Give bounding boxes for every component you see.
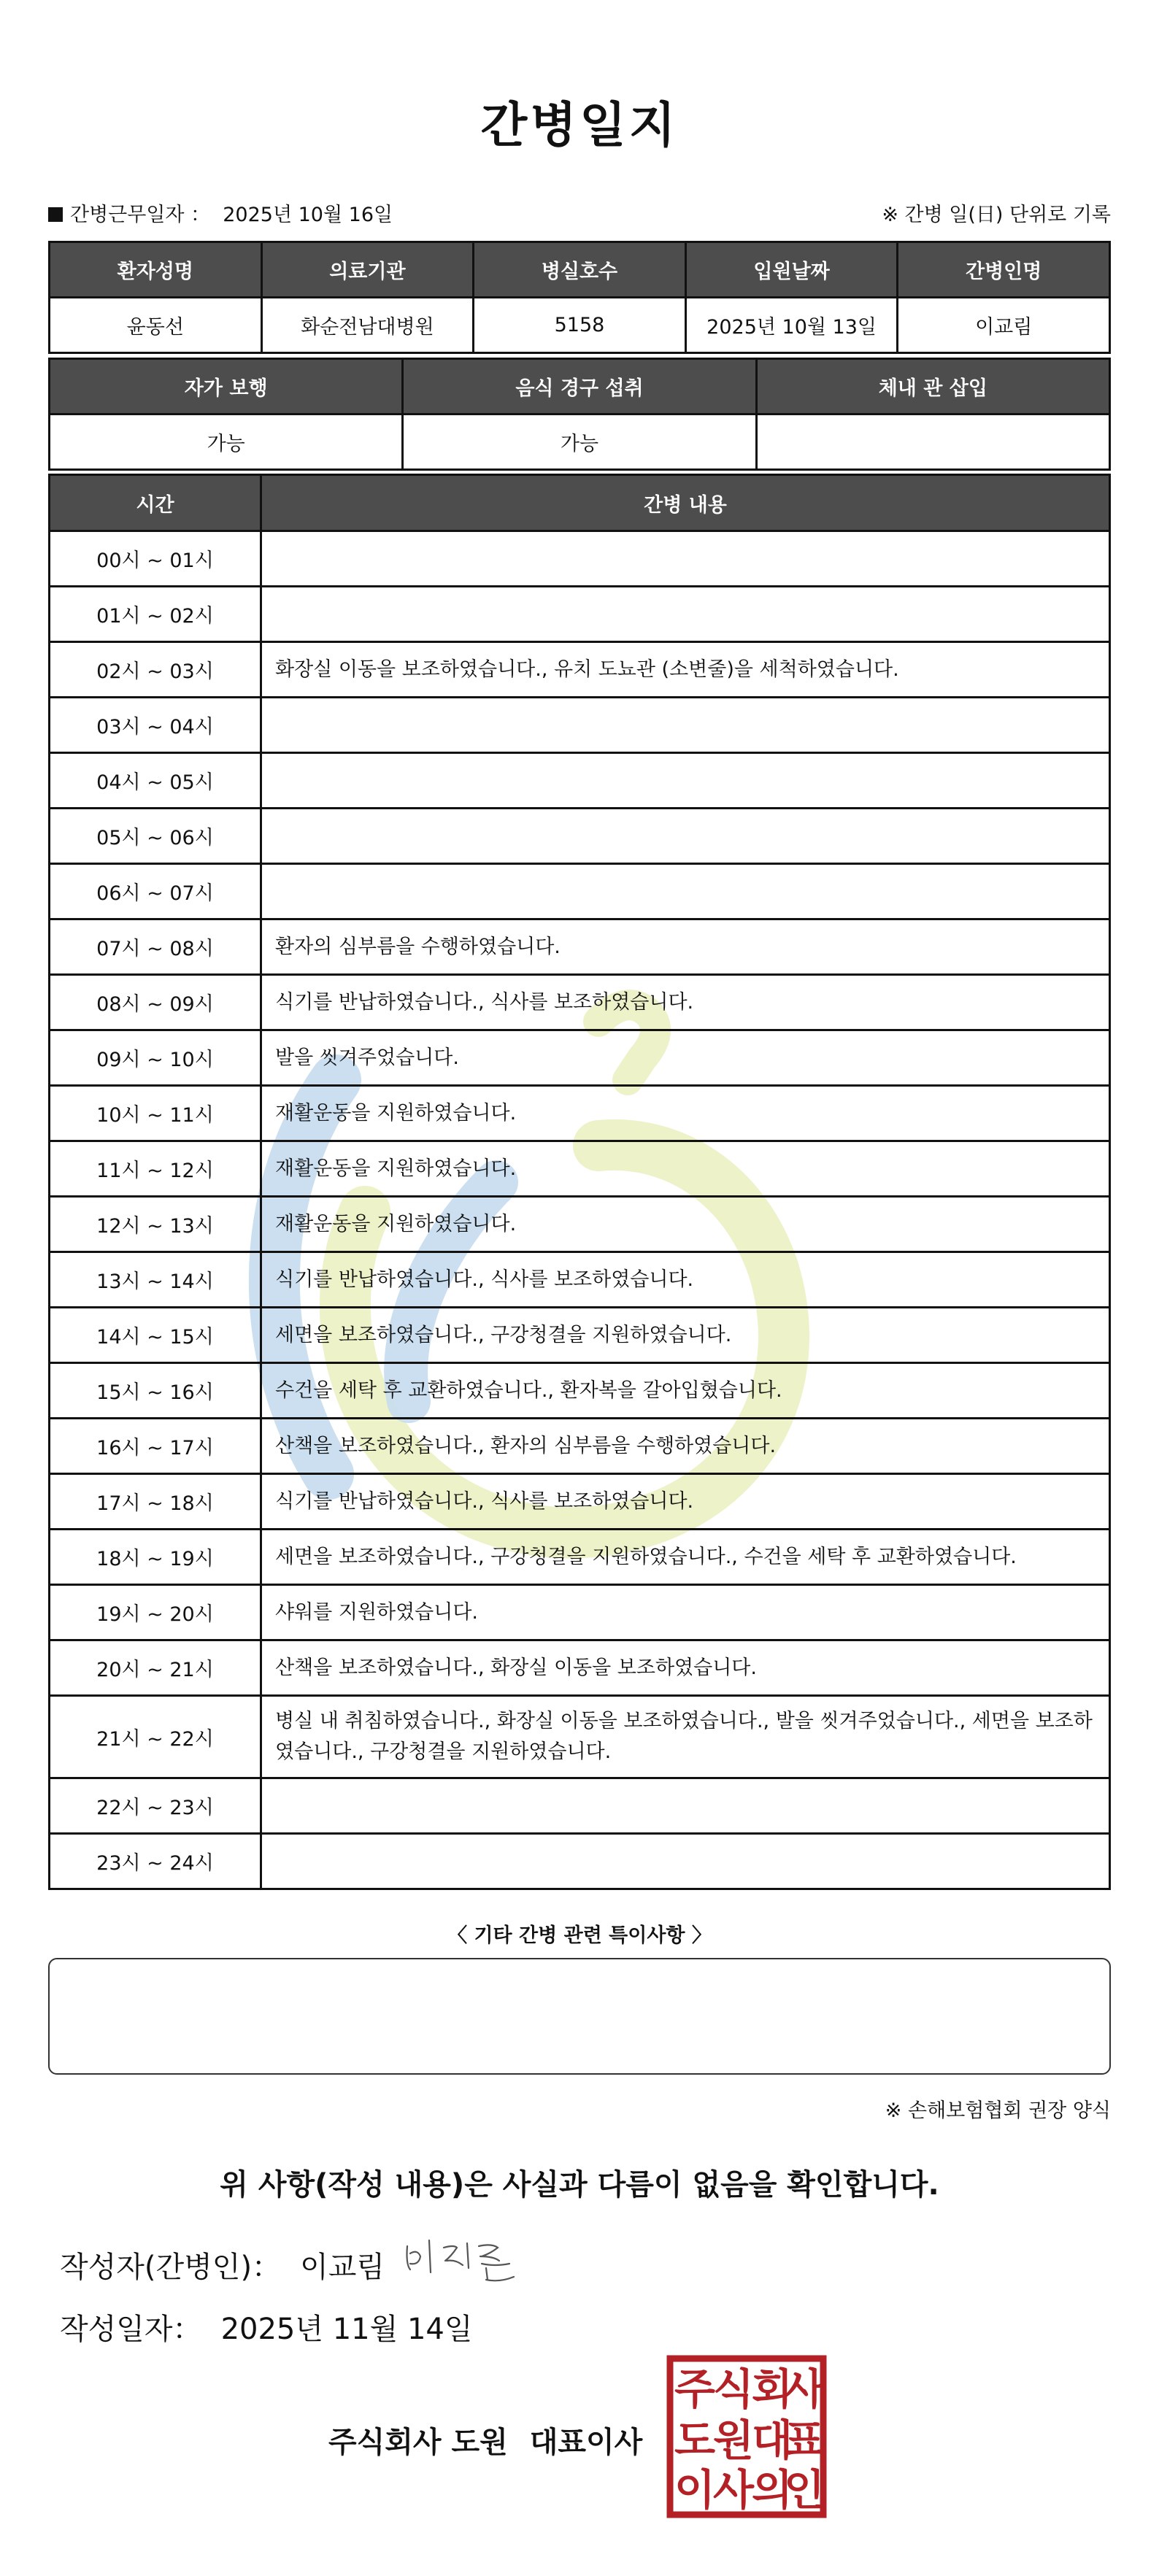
square-bullet-icon [48, 207, 63, 222]
log-row [50, 531, 1110, 587]
caregiver-name: 이교림 [898, 298, 1110, 353]
seal-glyph: 인 [783, 2465, 825, 2515]
log-time-cell: 14시 ~ 15시 [50, 1308, 261, 1363]
log-time-cell: 20시 ~ 21시 [50, 1640, 261, 1696]
admission-date: 2025년 10월 13일 [685, 298, 898, 353]
patient-info-table [48, 241, 1111, 354]
log-body [50, 531, 1110, 1889]
log-content-cell: 환자의 심부름을 수행하였습니다. [261, 919, 1110, 975]
header-self-walking: 자가 보행 [50, 359, 403, 414]
log-row [50, 698, 1110, 753]
seal-glyph: 대 [751, 2415, 793, 2465]
unit-note: ※ 간병 일(日) 단위로 기록 [882, 204, 1111, 226]
header-tube-insertion: 체내 관 삽입 [756, 359, 1109, 414]
log-time-cell: 02시 ~ 03시 [50, 642, 261, 698]
written-date-line [60, 2306, 473, 2348]
log-content-cell: 재활운동을 지원하였습니다. [261, 1086, 1110, 1141]
log-row [50, 864, 1110, 919]
log-content-cell: 재활운동을 지원하였습니다. [261, 1197, 1110, 1252]
log-content-cell [261, 531, 1110, 587]
seal-glyph: 원 [712, 2415, 755, 2465]
work-date-value: 2025년 10월 16일 [223, 204, 393, 226]
log-time-cell: 08시 ~ 09시 [50, 975, 261, 1030]
recommend-note: ※ 손해보험협회 권장 양식 [885, 2099, 1111, 2122]
written-date-label: 작성일자： [60, 2313, 202, 2346]
log-time-cell: 21시 ~ 22시 [50, 1696, 261, 1778]
header-admission-date: 입원날짜 [685, 242, 898, 298]
log-row [50, 1363, 1110, 1419]
log-row [50, 975, 1110, 1030]
written-date-value: 2025년 11월 14일 [220, 2313, 473, 2346]
log-row [50, 1640, 1110, 1696]
log-time-cell: 18시 ~ 19시 [50, 1530, 261, 1585]
log-row [50, 587, 1110, 642]
seal-glyph: 회 [751, 2364, 793, 2414]
log-row [50, 1834, 1110, 1889]
seal-glyph: 사 [783, 2364, 825, 2414]
seal-glyph: 이 [674, 2465, 716, 2515]
room-number: 5158 [474, 298, 686, 353]
writer-line [60, 2244, 385, 2286]
document-title: 간병일지 [480, 97, 679, 153]
log-time-cell: 11시 ~ 12시 [50, 1141, 261, 1197]
seal-glyph: 식 [712, 2364, 755, 2414]
log-content-cell [261, 698, 1110, 753]
log-row [50, 1308, 1110, 1363]
seal-glyph: 의 [751, 2465, 793, 2515]
log-row [50, 1141, 1110, 1197]
company-ceo-title: 대표이사 [529, 2426, 643, 2459]
log-content-cell [261, 809, 1110, 864]
log-content-cell: 샤워를 지원하였습니다. [261, 1585, 1110, 1640]
log-row [50, 753, 1110, 809]
log-row [50, 1419, 1110, 1474]
writer-label: 작성자(간병인)： [60, 2251, 282, 2284]
header-patient-name: 환자성명 [50, 242, 262, 298]
log-row [50, 1778, 1110, 1834]
log-time-cell: 13시 ~ 14시 [50, 1252, 261, 1308]
work-date-line [48, 198, 393, 227]
log-time-cell: 04시 ~ 05시 [50, 753, 261, 809]
log-content-cell [261, 587, 1110, 642]
log-time-cell: 01시 ~ 02시 [50, 587, 261, 642]
log-content-cell [261, 864, 1110, 919]
log-row [50, 1086, 1110, 1141]
log-content-cell [261, 753, 1110, 809]
company-seal-stamp [666, 2354, 828, 2519]
log-content-cell: 식기를 반납하였습니다., 식사를 보조하였습니다. [261, 1252, 1110, 1308]
special-notes-box [48, 1958, 1111, 2075]
log-row [50, 1252, 1110, 1308]
log-time-cell: 12시 ~ 13시 [50, 1197, 261, 1252]
log-row [50, 809, 1110, 864]
log-content-cell: 산책을 보조하였습니다., 환자의 심부름을 수행하였습니다. [261, 1419, 1110, 1474]
patient-status-table [48, 358, 1111, 471]
log-row [50, 1530, 1110, 1585]
log-row [50, 1197, 1110, 1252]
company-name: 주식회사 도원 [328, 2426, 508, 2459]
hospital-name: 화순전남대병원 [261, 298, 474, 353]
confirmation-statement: 위 사항(작성 내용)은 사실과 다름이 없음을 확인합니다. [220, 2168, 939, 2202]
log-time-cell: 22시 ~ 23시 [50, 1778, 261, 1834]
header-room-number: 병실호수 [474, 242, 686, 298]
log-time-cell: 05시 ~ 06시 [50, 809, 261, 864]
seal-glyph: 도 [674, 2415, 716, 2465]
writer-name: 이교림 [300, 2251, 385, 2284]
seal-glyph: 주 [674, 2364, 716, 2414]
log-time-cell: 07시 ~ 08시 [50, 919, 261, 975]
header-caregiver-name: 간병인명 [898, 242, 1110, 298]
log-row [50, 642, 1110, 698]
hourly-care-log-table [48, 474, 1111, 1890]
log-time-cell: 16시 ~ 17시 [50, 1419, 261, 1474]
oral-intake-value: 가능 [403, 414, 756, 470]
log-content-cell: 식기를 반납하였습니다., 식사를 보조하였습니다. [261, 1474, 1110, 1530]
log-time-cell: 23시 ~ 24시 [50, 1834, 261, 1889]
log-content-cell: 세면을 보조하였습니다., 구강청결을 지원하였습니다. [261, 1308, 1110, 1363]
header-oral-intake: 음식 경구 섭취 [403, 359, 756, 414]
log-time-cell: 06시 ~ 07시 [50, 864, 261, 919]
log-content-cell [261, 1834, 1110, 1889]
patient-info-value-row [50, 298, 1110, 353]
status-value-row [50, 414, 1110, 470]
log-time-cell: 00시 ~ 01시 [50, 531, 261, 587]
log-time-cell: 19시 ~ 20시 [50, 1585, 261, 1640]
log-content-cell: 식기를 반납하였습니다., 식사를 보조하였습니다. [261, 975, 1110, 1030]
status-header-row [50, 359, 1110, 414]
log-content-cell: 수건을 세탁 후 교환하였습니다., 환자복을 갈아입혔습니다. [261, 1363, 1110, 1419]
log-time-cell: 03시 ~ 04시 [50, 698, 261, 753]
header-care-content: 간병 내용 [261, 475, 1110, 531]
company-line [328, 2419, 642, 2461]
log-content-cell: 세면을 보조하였습니다., 구강청결을 지원하였습니다., 수건을 세탁 후 교환하였습니다. [261, 1530, 1110, 1585]
header-hospital: 의료기관 [261, 242, 474, 298]
header-time: 시간 [50, 475, 261, 531]
log-content-cell: 재활운동을 지원하였습니다. [261, 1141, 1110, 1197]
log-row [50, 1474, 1110, 1530]
log-content-cell: 병실 내 취침하였습니다., 화장실 이동을 보조하였습니다., 발을 씻겨주었습니다., 세면을 보조하였습니다., 구강청결을 지원하였습니다. [261, 1696, 1110, 1778]
log-content-cell [261, 1778, 1110, 1834]
log-time-cell: 15시 ~ 16시 [50, 1363, 261, 1419]
handwritten-signature [400, 2232, 524, 2290]
log-time-cell: 17시 ~ 18시 [50, 1474, 261, 1530]
seal-glyph: 사 [712, 2465, 755, 2515]
log-content-cell: 발을 씻겨주었습니다. [261, 1030, 1110, 1086]
tube-insertion-value [756, 414, 1109, 470]
self-walking-value: 가능 [50, 414, 403, 470]
log-time-cell: 10시 ~ 11시 [50, 1086, 261, 1141]
patient-name: 윤동선 [50, 298, 262, 353]
log-header-row [50, 475, 1110, 531]
seal-glyph: 표 [783, 2415, 825, 2465]
patient-info-header-row [50, 242, 1110, 298]
log-content-cell: 산책을 보조하였습니다., 화장실 이동을 보조하였습니다. [261, 1640, 1110, 1696]
notes-title: 〈 기타 간병 관련 특이사항 〉 [447, 1924, 712, 1947]
log-row [50, 1696, 1110, 1778]
log-content-cell: 화장실 이동을 보조하였습니다., 유치 도뇨관 (소변줄)을 세척하였습니다. [261, 642, 1110, 698]
log-row [50, 1030, 1110, 1086]
log-row [50, 919, 1110, 975]
work-date-label: 간병근무일자 ： [70, 204, 211, 226]
log-time-cell: 09시 ~ 10시 [50, 1030, 261, 1086]
log-row [50, 1585, 1110, 1640]
